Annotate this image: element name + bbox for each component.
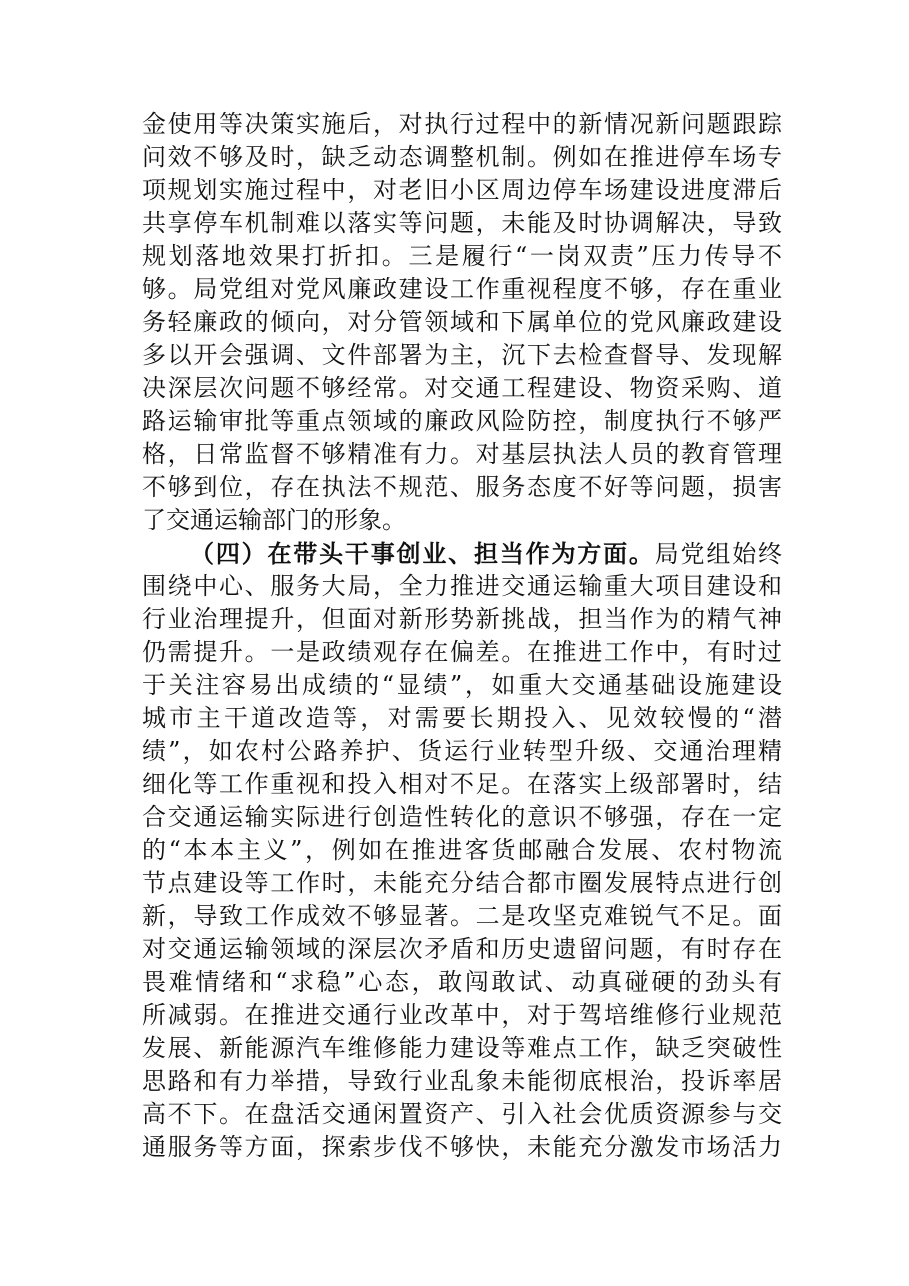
text-line: 不够到位，存在执法不规范、服务态度不好等问题，损害: [142, 473, 782, 501]
text-line: 问效不够及时，缺乏动态调整机制。例如在推进停车场专: [142, 143, 782, 171]
text-line: 通服务等方面，探索步伐不够快，未能充分激发市场活力: [142, 1133, 782, 1161]
document-body: [142, 108, 782, 1164]
text-line: 细化等工作重视和投入相对不足。在落实上级部署时，结: [142, 770, 782, 798]
text-line: 行业治理提升，但面对新形势新挑战，担当作为的精气神: [142, 605, 782, 633]
text-line: 围绕中心、服务大局，全力推进交通运输重大项目建设和: [142, 572, 782, 600]
text-line: 高不下。在盘活交通闲置资产、引入社会优质资源参与交: [142, 1100, 782, 1128]
text-line: 城市主干道改造等，对需要长期投入、见效较慢的“潜: [142, 704, 782, 732]
text-line: 路运输审批等重点领域的廉政风险防控，制度执行不够严: [142, 407, 782, 435]
text-line: 新，导致工作成效不够显著。二是攻坚克难锐气不足。面: [142, 902, 782, 930]
text-line: 思路和有力举措，导致行业乱象未能彻底根治，投诉率居: [142, 1067, 782, 1095]
text-line: 共享停车机制难以落实等问题，未能及时协调解决，导致: [142, 209, 782, 237]
text-line: 金使用等决策实施后，对执行过程中的新情况新问题跟踪: [142, 110, 782, 138]
text-line: 绩”，如农村公路养护、货运行业转型升级、交通治理精: [142, 737, 782, 765]
paragraph-end-line: 了交通运输部门的形象。: [142, 506, 406, 534]
text-line: 决深层次问题不够经常。对交通工程建设、物资采购、道: [142, 374, 782, 402]
text-line: 仍需提升。一是政绩观存在偏差。在推进工作中，有时过: [142, 638, 782, 666]
text-line: 于关注容易出成绩的“显绩”，如重大交通基础设施建设: [142, 671, 782, 699]
text-line: 务轻廉政的倾向，对分管领域和下属单位的党风廉政建设: [142, 308, 782, 336]
section-heading-line: [142, 537, 782, 570]
text-line: 规划落地效果打折扣。三是履行“一岗双责”压力传导不: [142, 242, 782, 270]
section-heading-tail: 局党组始终: [654, 540, 783, 568]
text-line: 节点建设等工作时，未能充分结合都市圈发展特点进行创: [142, 869, 782, 897]
text-line: 所减弱。在推进交通行业改革中，对于驾培维修行业规范: [142, 1001, 782, 1029]
section-heading: （四）在带头干事创业、担当作为方面。: [190, 539, 655, 568]
text-line: 格，日常监督不够精准有力。对基层执法人员的教育管理: [142, 440, 782, 468]
text-line: 合交通运输实际进行创造性转化的意识不够强，存在一定: [142, 803, 782, 831]
text-line: 对交通运输领域的深层次矛盾和历史遗留问题，有时存在: [142, 935, 782, 963]
text-line: 的“本本主义”，例如在推进客货邮融合发展、农村物流: [142, 836, 782, 864]
text-line: 项规划实施过程中，对老旧小区周边停车场建设进度滞后: [142, 176, 782, 204]
text-line: 畏难情绪和“求稳”心态，敢闯敢试、动真碰硬的劲头有: [142, 968, 782, 996]
text-line: 多以开会强调、文件部署为主，沉下去检查督导、发现解: [142, 341, 782, 369]
text-line: 够。局党组对党风廉政建设工作重视程度不够，存在重业: [142, 275, 782, 303]
text-line: 发展、新能源汽车维修能力建设等难点工作，缺乏突破性: [142, 1034, 782, 1062]
